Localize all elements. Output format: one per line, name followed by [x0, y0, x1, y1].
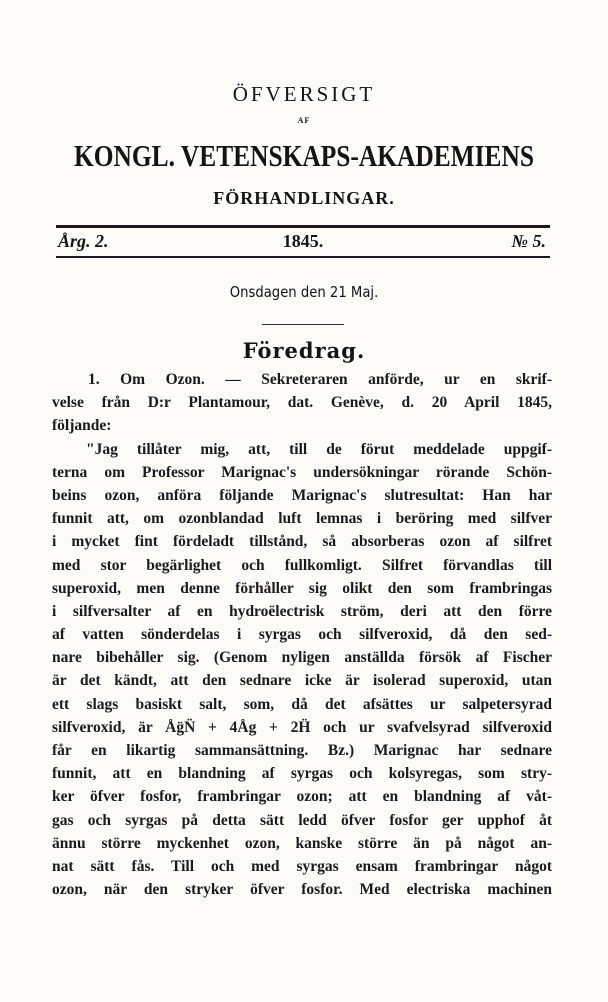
meeting-date: Onsdagen den 21 Maj.	[229, 283, 379, 301]
body-line: ännu större myckenhet ozon, kanske större än på något an-	[52, 834, 552, 852]
body-line: med stor begärlighet och fullkomligt. Silfret förvandlas till	[52, 556, 552, 574]
journal-title-af: AF	[297, 116, 311, 125]
body-line: ozon, när den stryker öfver fosfor. Med electriska machinen	[52, 881, 552, 899]
journal-title-line1: ÖFVERSIGT	[232, 82, 376, 106]
body-line: nat sätt fås. Till och med syrgas ensam frambringar något	[52, 857, 552, 875]
body-line: beins ozon, anföra följande Marignac's slutresultat: Han har	[52, 486, 552, 504]
body-line: ker öfver fosfor, frambringar ozon; att en blandning af våt-	[52, 788, 552, 806]
issue-number-label: № 5.	[511, 231, 546, 251]
article-body	[52, 368, 552, 901]
body-line: funnit, att en blandning af syrgas och kolsyregas, som stry-	[52, 765, 552, 783]
top-rule	[56, 225, 550, 228]
date-divider	[262, 324, 344, 325]
bottom-rule	[56, 256, 550, 258]
body-line: silfveroxid, är Åg̈N̈ + 4Åg + 2Ḧ och ur svafvelsyrad silfveroxid	[52, 718, 552, 736]
body-line: funnit att, om ozonblandad luft lemnas i beröring med silfver	[52, 510, 552, 528]
body-line: får en likartig sammansättning. Bz.) Marignac har sednare	[52, 742, 552, 759]
body-line: 1. Om Ozon. — Sekreteraren anförde, ur en skrif-	[88, 371, 552, 388]
body-line: velse från D:r Plantamour, dat. Genève, d. 20 April 1845,	[52, 394, 552, 412]
body-line: superoxid, men denne förhåller sig olikt den som frambringas	[52, 579, 552, 597]
body-line: "Jag tillåter mig, att, till de förut meddelade uppgif-	[86, 440, 552, 458]
volume-label: Årg. 2.	[58, 231, 109, 251]
journal-title-line3: FÖRHANDLINGAR.	[213, 188, 395, 208]
body-line: är det kändt, att den sednare icke är isolerad superoxid, utan	[52, 672, 552, 690]
body-line: af vatten sönderdelas i syrgas och silfveroxid, då den sed-	[52, 626, 552, 644]
body-line: gas och syrgas på detta sätt ledd öfver fosfor ger upphof åt	[52, 811, 552, 829]
body-line: i mycket fint fördeladt tillstånd, så absorberas ozon af silfret	[52, 533, 552, 551]
body-line: terna om Professor Marignac's undersökningar rörande Schön-	[52, 463, 552, 481]
issue-info-bar	[58, 231, 546, 253]
body-line: i silfversalter af en hydroëlectrisk ström, deri att den förre	[52, 602, 552, 620]
section-title: Föredrag.	[242, 338, 366, 363]
year-label: 1845.	[282, 231, 324, 251]
body-line: ett slags basiskt salt, som, då det afsättes ur salpetersyrad	[52, 695, 552, 713]
body-line: följande:	[52, 417, 112, 435]
body-line: nare bibehåller sig. (Genom nyligen anställda försök af Fischer	[52, 649, 552, 667]
journal-title-line2: KONGL. VETENSKAPS-AKADEMIENS	[74, 138, 534, 173]
